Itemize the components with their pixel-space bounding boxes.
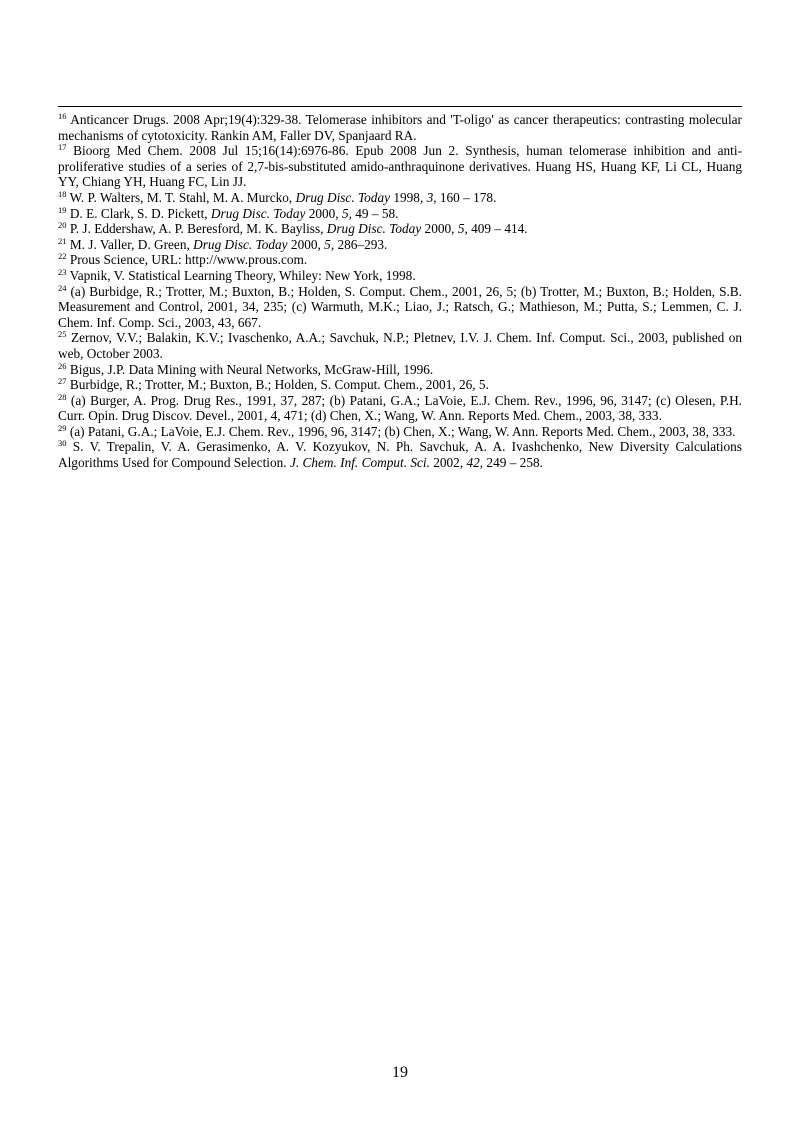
footnote-text: P. J. Eddershaw, A. P. Beresford, M. K. Bayliss, [66, 221, 327, 237]
footnote-number: 20 [58, 220, 67, 231]
footnote-number: 19 [58, 204, 67, 215]
footnote-separator [58, 106, 742, 107]
footnote-text: S. V. Trepalin, V. A. Gerasimenko, A. V. Kozyukov, N. Ph. Savchuk, A. A. Ivashchenko, New Diversity Calculations Algorithms Used for Compound Selection. [58, 439, 742, 471]
footnote-23 [58, 268, 742, 284]
footnote-28 [58, 393, 742, 424]
footnote-text: Anticancer Drugs. 2008 Apr;19(4):329-38. Telomerase inhibitors and 'T-oligo' as cancer therapeutics: contrasting molecular mechanisms of cytotoxicity. Rankin AM, Faller DV, Spanjaard RA. [58, 112, 742, 143]
footnote-number: 22 [58, 251, 67, 262]
footnote-number: 24 [58, 282, 67, 293]
footnote-text: Zernov, V.V.; Balakin, K.V.; Ivaschenko, A.A.; Savchuk, N.P.; Pletnev, I.V. J. Chem. Inf. Comput. Sci., 2003, published on web, October 2003. [58, 330, 742, 361]
footnote-16 [58, 112, 742, 143]
footnote-italic-text: 5 [341, 205, 349, 221]
footnote-italic-text: Drug Disc. Today [210, 205, 306, 221]
footnote-text: Burbidge, R.; Trotter, M.; Buxton, B.; Holden, S. Comput. Chem., 2001, 26, 5. [66, 377, 489, 393]
footnote-20 [58, 221, 742, 237]
footnote-italic-text: 5 [324, 236, 331, 252]
footnote-number: 27 [58, 376, 67, 387]
footnote-text: (a) Burger, A. Prog. Drug Res., 1991, 37, 287; (b) Patani, G.A.; LaVoie, E.J. Chem. Rev., 1996, 96, 3147; (c) Olesen, P.H. Curr. Opin. Drug Discov. Devel., 2001, 4, 471; (d) Chen, X.; Wang, W. Ann. Reports Med. Chem., 2003, 38, 333. [58, 392, 742, 424]
footnote-26 [58, 362, 742, 378]
footnote-text: , 49 – 58. [348, 205, 399, 221]
footnote-25 [58, 330, 742, 361]
footnote-text: 2000, [305, 205, 342, 221]
footnote-text: , 409 – 414. [464, 221, 528, 237]
footnote-italic-text: Drug Disc. Today [193, 236, 288, 252]
footnote-27 [58, 377, 742, 393]
footnote-text: 1998 [390, 189, 420, 205]
footnote-italic-text: , 3, [419, 189, 437, 205]
footnote-text: 2000, [421, 221, 458, 237]
footnote-italic-text: Drug Disc. Today [326, 221, 422, 237]
footnote-italic-text: 42 [466, 455, 480, 471]
footnote-24 [58, 284, 742, 331]
footnote-text: (a) Burbidge, R.; Trotter, M.; Buxton, B.; Holden, S. Comput. Chem., 2001, 26, 5; (b) Trotter, M.; Buxton, B.; Holden, S.B. Measurement and Control, 2001, 34, 235; (c) Warmuth, M.K.; Liao, J.; Ratsch, G.; Mathieson, M.; Putta, S.; Lemmen, C. J. Chem. Inf. Comp. Sci., 2003, 43, 667. [58, 283, 742, 330]
footnote-number: 18 [58, 188, 67, 199]
footnote-italic-text: J. Chem. Inf. Comput. Sci. [289, 455, 430, 471]
footnote-text: D. E. Clark, S. D. Pickett, [66, 205, 211, 221]
footnote-italic-text: 5 [457, 221, 465, 237]
footnote-text: Bioorg Med Chem. 2008 Jul 15;16(14):6976-86. Epub 2008 Jun 2. Synthesis, human telomerase inhibition and anti-proliferative studies of a series of 2,7-bis-substituted amido-anthraquinone derivatives. Huang HS, Huang KF, Li CL, Huang YY, Chiang YH, Huang FC, Lin JJ. [58, 143, 742, 190]
footnote-29 [58, 424, 742, 440]
footnotes-list [58, 112, 742, 471]
footnote-text: 160 – 178. [436, 189, 497, 205]
footnote-19 [58, 206, 742, 222]
footnote-number: 28 [58, 391, 67, 402]
footnote-21 [58, 237, 742, 253]
footnote-17 [58, 143, 742, 190]
footnote-text: Vapnik, V. Statistical Learning Theory, Whiley: New York, 1998. [66, 267, 416, 283]
footnote-text: Prous Science, URL: http://www.prous.com. [66, 252, 308, 268]
footnote-number: 23 [58, 266, 67, 277]
footnote-text: (a) Patani, G.A.; LaVoie, E.J. Chem. Rev., 1996, 96, 3147; (b) Chen, X.; Wang, W. Ann. Reports Med. Chem., 2003, 38, 333. [66, 423, 736, 439]
footnote-text: Bigus, J.P. Data Mining with Neural Networks, McGraw-Hill, 1996. [66, 361, 434, 377]
footnote-number: 25 [58, 329, 67, 340]
footnote-number: 29 [58, 422, 67, 433]
footnote-18 [58, 190, 742, 206]
footnote-number: 21 [58, 235, 67, 246]
footnote-text: 2000, [287, 236, 325, 252]
footnote-number: 16 [58, 111, 67, 121]
footnote-text: W. P. Walters, M. T. Stahl, M. A. Murcko, [66, 189, 296, 205]
footnote-number: 26 [58, 360, 67, 371]
footnote-italic-text: Drug Disc. Today [295, 189, 391, 205]
page-number: 19 [392, 1064, 408, 1081]
footnote-number: 17 [58, 142, 67, 153]
footnote-22 [58, 252, 742, 268]
footnote-text: , 286–293. [330, 236, 388, 252]
footnote-text: 2002, [429, 455, 467, 471]
footnote-text: , 249 – 258. [479, 455, 543, 471]
footnote-number: 30 [58, 438, 67, 449]
footnote-text: M. J. Valler, D. Green, [66, 236, 194, 252]
footnote-30 [58, 439, 742, 470]
